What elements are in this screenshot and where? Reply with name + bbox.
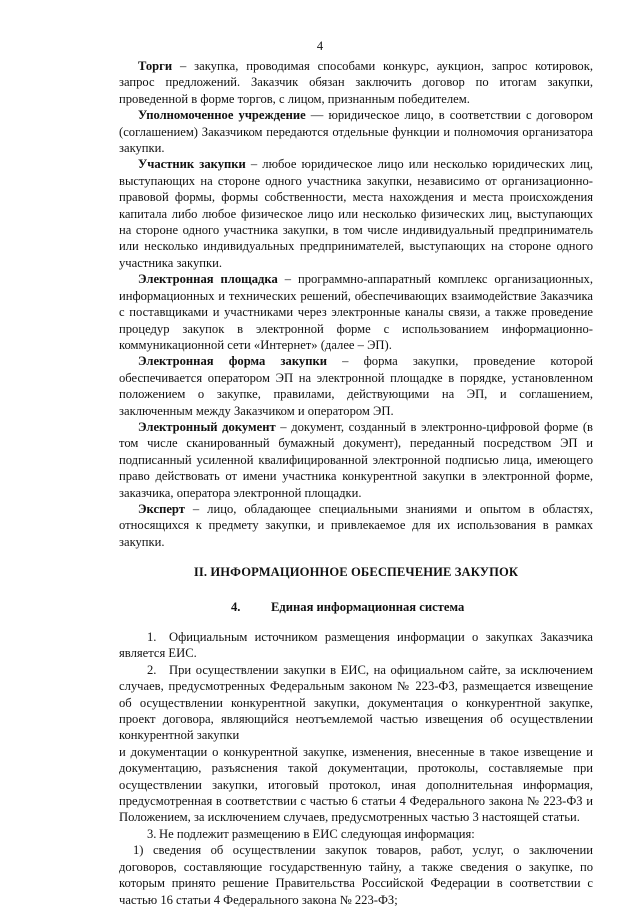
page-number: 4 bbox=[316, 39, 324, 53]
item-text: Не подлежит размещению в ЕИС следующая информация: bbox=[159, 826, 475, 841]
item-number: 3. bbox=[147, 826, 157, 841]
list-item bbox=[119, 629, 593, 662]
document-body bbox=[119, 58, 593, 908]
definition-dokument bbox=[119, 419, 593, 501]
definition-term: Электронная площадка bbox=[138, 272, 278, 287]
definition-ekspert bbox=[119, 501, 593, 550]
item-number: 1. bbox=[147, 630, 157, 644]
list-subitem bbox=[119, 842, 593, 908]
item-number: 2. bbox=[147, 662, 157, 677]
section-title: II. ИНФОРМАЦИОННОЕ ОБЕСПЕЧЕНИЕ ЗАКУПОК bbox=[193, 565, 519, 580]
subsection-title: Единая информационная система bbox=[271, 599, 465, 614]
subsection-number: 4. bbox=[231, 599, 241, 614]
item-text: 1) сведения об осуществлении закупок товаров, работ, услуг, о заключении договоров, составляющие государственную тайну, а также сведения о закупке, по которым принято решение Правительства Российской Федерации в соответствии с частью 16 статьи 4 Федерального закона № 223-ФЗ; bbox=[119, 843, 593, 907]
subsection-heading bbox=[119, 599, 593, 615]
list-item bbox=[119, 826, 593, 842]
definition-text: – любое юридическое лицо или несколько юридических лиц, выступающих на стороне одного участника закупки, независимо от организационно-правовой формы, формы собственности, места нахождения и места происхождения капитала либо любое физическое лицо или несколько физических лиц, выступающих на стороне одного участника закупки, в том числе индивидуальный предприниматель или несколько индивидуальных предпринимателей, выступающих на стороне одного участника закупки. bbox=[119, 157, 593, 270]
definition-text: – лицо, обладающее специальными знаниями и опытом в областях, относящихся к предмету закупки, и привлекаемое для их использования в рамках закупки. bbox=[119, 501, 593, 549]
definition-term: Торги bbox=[138, 59, 173, 73]
definition-text: – закупка, проводимая способами конкурс, аукцион, запрос котировок, запрос предложений. Заказчик обязан заключить договор по итогам закупки, проведенной в форме торгов, с лицом, признанным победителем. bbox=[119, 59, 593, 106]
definition-torgi bbox=[119, 58, 593, 107]
definition-term: Участник закупки bbox=[138, 157, 246, 172]
list-item bbox=[119, 662, 593, 744]
definition-forma bbox=[119, 353, 593, 419]
definition-ploshchadka bbox=[119, 271, 593, 353]
definition-term: Электронный документ bbox=[138, 419, 276, 434]
item-text: и документации о конкурентной закупке, изменения, внесенные в такое извещение и документацию, разъяснения такой документации, протоколы, составляемые при осуществлении закупки, итоговый протокол, иная дополнительная информация, предусмотренная в соответствии с частью 6 статьи 4 Федерального закона № 223-ФЗ и Положением, за исключением случаев, предусмотренных частью 3 настоящей статьи. bbox=[119, 744, 593, 825]
definition-text: – документ, созданный в электронно-цифровой форме (в том числе сканированный бумажный документ), переданный посредством ЭП и подписанный усиленной квалифицированной электронной подписью лица, имеющего право действовать от имени участника конкурентной закупки в электронной форме, заказчика, оператора электронной площадки. bbox=[119, 419, 593, 500]
definition-term: Уполномоченное учреждение bbox=[138, 108, 306, 123]
definition-text: — юридическое лицо, в соответствии с договором (соглашением) Заказчиком передаются отдельные функции и полномочия организатора закупки. bbox=[119, 108, 593, 156]
definition-uchastnik bbox=[119, 156, 593, 271]
definition-term: Эксперт bbox=[138, 501, 185, 516]
definition-upolnomochennoe bbox=[119, 107, 593, 156]
list-item-continuation bbox=[119, 744, 593, 826]
item-text: При осуществлении закупки в ЕИС, на официальном сайте, за исключением случаев, предусмотренных Федеральным законом № 223-ФЗ, размещается извещение об осуществлении конкурентной закупки, документация о конкурентной закупке, проект договора, являющийся неотъемлемой частью извещения об осуществлении конкурентной закупки bbox=[119, 662, 593, 743]
definition-text: – форма закупки, проведение которой обеспечивается оператором ЭП на электронной площадке в порядке, установленном положением о закупке, правилами, действующими на ЭП, и соглашением, заключенным между Заказчиком и оператором ЭП. bbox=[119, 354, 593, 418]
definition-text: – программно-аппаратный комплекс организационных, информационных и технических решений, обеспечивающих взаимодействие Заказчика с поставщиками и участниками через электронные каналы связи, а также проведение процедур закупок в электронной форме с использованием информационно-коммуникационной сети «Интернет» (далее – ЭП). bbox=[119, 272, 593, 352]
item-text: Официальным источником размещения информации о закупках Заказчика является ЕИС. bbox=[119, 630, 593, 661]
definition-term: Электронная форма закупки bbox=[138, 354, 327, 369]
